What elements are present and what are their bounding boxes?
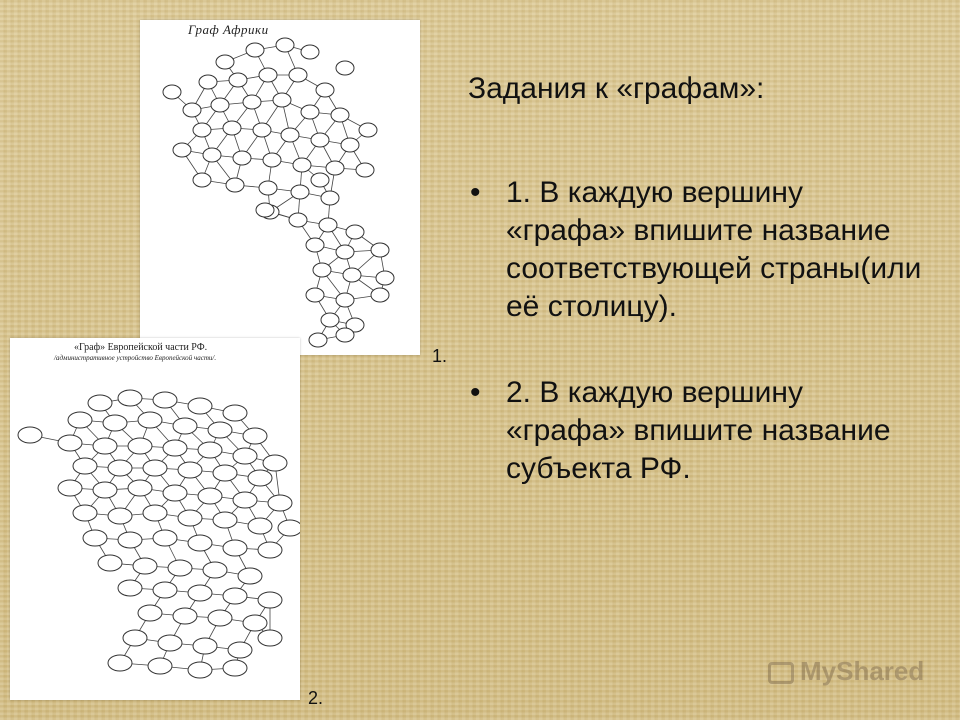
russia-graph-vertex — [198, 442, 222, 458]
russia-graph-vertex — [263, 455, 287, 471]
russia-graph-vertex — [198, 488, 222, 504]
russia-graph-vertex — [153, 582, 177, 598]
africa-graph-vertex — [336, 61, 354, 75]
russia-graph-vertex — [163, 485, 187, 501]
russia-graph-vertex — [118, 390, 142, 406]
africa-graph-vertex — [246, 43, 264, 57]
russia-graph-vertex — [258, 630, 282, 646]
russia-graph-vertex — [108, 460, 132, 476]
africa-graph-vertex — [316, 83, 334, 97]
russia-graph-vertex — [148, 658, 172, 674]
russia-graph-vertex — [143, 505, 167, 521]
africa-graph-vertex — [263, 153, 281, 167]
africa-graph-vertex — [311, 173, 329, 187]
africa-graph-vertex — [309, 333, 327, 347]
russia-graph-vertex — [108, 508, 132, 524]
russia-graph-vertex — [153, 530, 177, 546]
russia-graph-vertex — [138, 605, 162, 621]
africa-graph-vertex — [276, 38, 294, 52]
task-text-2: 2. В каждую вершину «графа» впишите название субъекта РФ. — [506, 376, 891, 485]
russia-graph-vertex — [178, 462, 202, 478]
africa-graph-vertex — [233, 151, 251, 165]
russia-graph-vertex — [258, 542, 282, 558]
russia-graph-vertex — [58, 435, 82, 451]
russia-graph-vertex — [88, 395, 112, 411]
russia-graph-vertex — [258, 592, 282, 608]
russia-graph-vertex — [143, 460, 167, 476]
africa-graph-vertex — [229, 73, 247, 87]
russia-graph-vertex — [213, 465, 237, 481]
russia-graph-vertex — [18, 427, 42, 443]
africa-graph-vertex — [346, 225, 364, 239]
africa-graph-vertex — [343, 268, 361, 282]
africa-graph-vertex — [371, 243, 389, 257]
russia-graph-vertex — [83, 530, 107, 546]
russia-graph-vertex — [213, 512, 237, 528]
russia-graph-vertex — [193, 638, 217, 654]
africa-graph-vertex — [336, 245, 354, 259]
africa-graph-vertex — [359, 123, 377, 137]
africa-graph-vertex — [289, 68, 307, 82]
russia-graph-vertex — [163, 440, 187, 456]
russia-graph-vertex — [118, 532, 142, 548]
russia-graph-vertex — [223, 540, 247, 556]
russia-graph-vertex — [223, 405, 247, 421]
africa-graph-vertex — [336, 328, 354, 342]
russia-graph-vertex — [108, 655, 132, 671]
africa-graph-vertex — [273, 93, 291, 107]
africa-graph-vertex — [301, 45, 319, 59]
russia-graph-vertex — [223, 588, 247, 604]
africa-graph-vertex — [163, 85, 181, 99]
africa-graph-title: Граф Африки — [188, 22, 269, 37]
africa-graph-vertex — [319, 218, 337, 232]
russia-graph-vertex — [73, 505, 97, 521]
africa-graph-vertex — [321, 191, 339, 205]
russia-graph-vertex — [103, 415, 127, 431]
russia-graph-vertex — [98, 555, 122, 571]
russia-graph-vertex — [153, 392, 177, 408]
russia-graph-vertex — [268, 495, 292, 511]
russia-graph-vertex — [188, 398, 212, 414]
russia-graph-vertex — [128, 438, 152, 454]
slide-heading: Задания к «графам»: — [468, 72, 765, 105]
figure-2-number: 2. — [308, 688, 324, 708]
russia-graph-vertex — [208, 610, 232, 626]
russia-graph-vertex — [58, 480, 82, 496]
africa-graph-vertex — [376, 271, 394, 285]
russia-graph-title: «Граф» Европейской части РФ. — [74, 342, 208, 353]
bullet-icon: • — [470, 376, 481, 409]
russia-graph-vertex — [248, 518, 272, 534]
africa-graph-vertex — [301, 105, 319, 119]
russia-graph-vertex — [138, 412, 162, 428]
russia-graph-vertex — [133, 558, 157, 574]
russia-graph-vertex — [188, 662, 212, 678]
russia-graph-vertex — [248, 470, 272, 486]
bullet-icon: • — [470, 176, 481, 209]
russia-graph-vertex — [123, 630, 147, 646]
africa-graph-vertex — [281, 128, 299, 142]
africa-graph-vertex — [311, 133, 329, 147]
russia-graph-vertex — [233, 492, 257, 508]
africa-graph-vertex — [211, 98, 229, 112]
russia-graph-subtitle: /административное устройство Европейской части/. — [54, 354, 217, 362]
russia-graph-vertex — [93, 438, 117, 454]
russia-graph-vertex — [238, 568, 262, 584]
africa-graph-vertex — [321, 313, 339, 327]
task-item-1 — [470, 174, 930, 326]
africa-graph-vertex — [259, 181, 277, 195]
russia-graph-vertex — [188, 585, 212, 601]
africa-graph-vertex — [259, 68, 277, 82]
russia-graph-vertex — [118, 580, 142, 596]
africa-graph-vertex — [256, 203, 274, 217]
africa-graph-vertex — [291, 185, 309, 199]
monitor-icon — [768, 662, 794, 684]
africa-graph-vertex — [306, 288, 324, 302]
africa-graph-vertex — [306, 238, 324, 252]
task-item-2 — [470, 374, 930, 488]
russia-graph-vertex — [278, 520, 300, 536]
russia-graph-vertex — [208, 422, 232, 438]
africa-graph-vertex — [183, 103, 201, 117]
russia-graph-vertex — [68, 412, 92, 428]
russia-graph-vertex — [243, 428, 267, 444]
russia-graph-vertex — [223, 660, 247, 676]
russia-graph-vertex — [173, 608, 197, 624]
africa-graph-vertex — [371, 288, 389, 302]
africa-graph-vertex — [203, 148, 221, 162]
figure-1-number: 1. — [432, 346, 448, 366]
africa-graph-vertex — [253, 123, 271, 137]
africa-graph-vertex — [199, 75, 217, 89]
russia-graph-vertex — [168, 560, 192, 576]
africa-graph-vertex — [293, 158, 311, 172]
africa-graph-vertex — [326, 161, 344, 175]
russia-graph-drawing — [10, 338, 300, 700]
russia-graph-vertex — [203, 562, 227, 578]
task-list — [470, 174, 930, 488]
russia-graph-vertex — [233, 448, 257, 464]
africa-graph-vertex — [331, 108, 349, 122]
russia-graph-vertex — [188, 535, 212, 551]
africa-graph-vertex — [336, 293, 354, 307]
africa-graph-vertex — [193, 123, 211, 137]
russia-graph-vertex — [228, 642, 252, 658]
russia-graph-vertex — [243, 615, 267, 631]
task-text-1: 1. В каждую вершину «графа» впишите название соответствующей страны(или её столицу). — [506, 176, 922, 323]
russia-graph-vertex — [73, 458, 97, 474]
africa-graph-vertex — [341, 138, 359, 152]
russia-graph-vertex — [178, 510, 202, 526]
russia-graph-vertex — [128, 480, 152, 496]
africa-graph-image — [140, 20, 420, 355]
russia-graph-image — [10, 338, 300, 700]
africa-graph-vertex — [226, 178, 244, 192]
russia-graph-vertex — [93, 482, 117, 498]
watermark-logo — [768, 656, 924, 687]
africa-graph-vertex — [313, 263, 331, 277]
watermark-text: MyShared — [800, 656, 925, 686]
africa-graph-drawing — [140, 20, 420, 355]
africa-graph-vertex — [193, 173, 211, 187]
africa-graph-vertex — [243, 95, 261, 109]
africa-graph-vertex — [173, 143, 191, 157]
russia-graph-vertex — [158, 635, 182, 651]
africa-graph-vertex — [216, 55, 234, 69]
africa-graph-vertex — [356, 163, 374, 177]
russia-graph-vertex — [173, 418, 197, 434]
africa-graph-vertex — [223, 121, 241, 135]
africa-graph-vertex — [289, 213, 307, 227]
